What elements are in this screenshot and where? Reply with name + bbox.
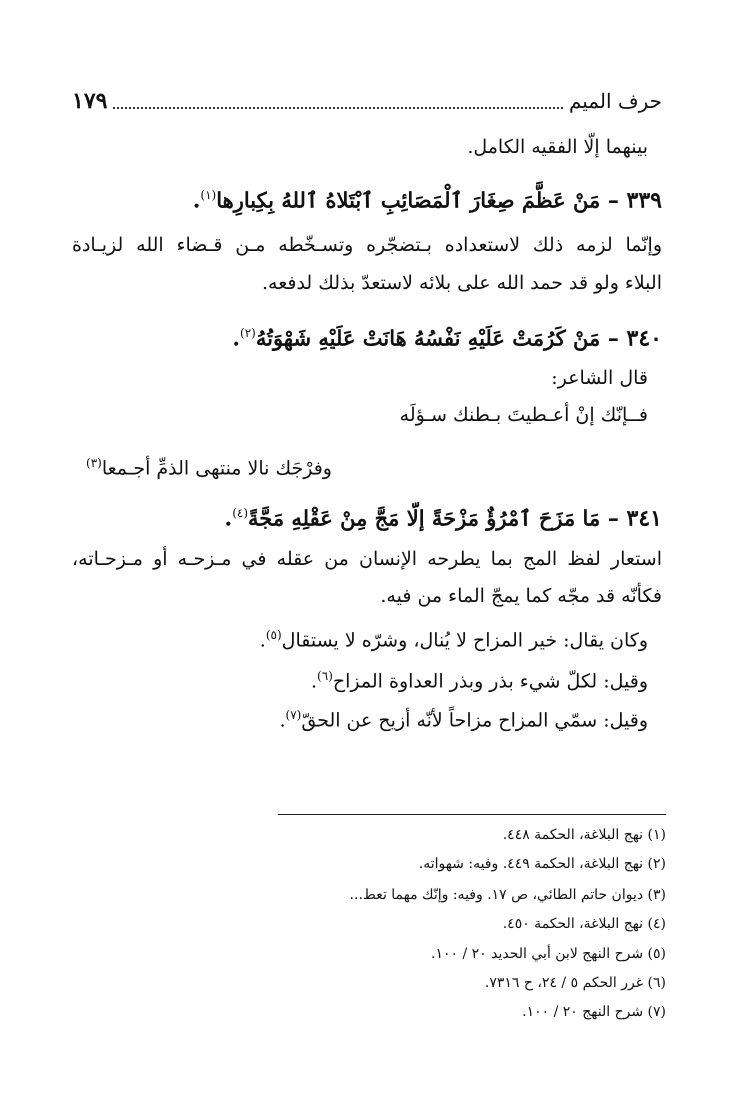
footnote-ref: (٥) [265,628,282,642]
body-line-continuation [467,132,648,162]
footnote-ref: (١) [200,188,217,202]
entry-340-heading: ٣٤٠ – مَنْ كَرُمَتْ عَلَيْهِ نَفْسُهُ هَانَتْ عَلَيْهِ شَهْوَتُهُ$^{(٢)}$. [232,325,662,352]
entry-339-heading: ٣٣٩ – مَنْ عَظَّمَ صِغَارَ ٱلْمَصَائِبِ ٱبْتَلاهُ ٱللهُ بِكِبارِها$^{(١)}$. [192,187,662,214]
footnote-7: (٧) شرح النهج ٢٠ / ١٠٠. [522,1004,666,1020]
commentary-line [262,268,662,298]
header-dot-leader [113,93,563,109]
footnote-5: (٥) شرح النهج لابن أبي الحديد ٢٠ / ١٠٠. [431,946,666,962]
footnote-ref: (٧) [285,708,302,722]
running-header [72,84,662,118]
quote-line: وقيل: لكلّ شيء بذر وبذر العداوة المزاح$^{(٦)}$. [311,669,648,693]
quote-line: وقيل: سمّي المزاح مزاحاً لأنّه أزيح عن الحقّ$^{(٧)}$. [279,708,648,732]
entry-number: ٣٤٠ – [607,325,662,352]
footnote-4: (٤) نهج البلاغة، الحكمة ٤٥٠. [502,916,666,932]
saying-text: مَنْ كَرُمَتْ عَلَيْهِ نَفْسُهُ هَانَتْ عَلَيْهِ شَهْوَتُهُ [255,325,601,351]
saying-text: مَا مَزَحَ ٱمْرُؤٌ مَزْحَةً إلّا مَجَّ مِنْ عَقْلِهِ مَجَّةً [248,505,601,531]
commentary-line [72,544,662,574]
poet-intro [551,363,648,393]
verse-text: وفرْجَك نالا منتهى الذمِّ أجـمعا [101,457,332,480]
footnote-separator [278,814,666,815]
commentary-line [380,581,662,611]
body-text: وإنّما لزمه ذلك لاستعداده بـتضجّره وتسـخّطه مـن قـضاء الله لزيـادة [72,234,662,256]
body-text: بينهما إلّا الفقيه الكامل. [467,136,648,158]
verse-text: فــإنّك إنْ أعـطيتَ بـطنك سـؤلَه [399,404,648,426]
chapter-title: حرف الميم [568,89,662,113]
body-text: وقيل: لكلّ شيء بذر وبذر العداوة المزاح [332,670,648,693]
body-text: قال الشاعر: [551,367,648,389]
entry-number: ٣٤١ – [607,505,662,532]
saying-text: مَنْ عَظَّمَ صِغَارَ ٱلْمَصَائِبِ ٱبْتَلاهُ ٱللهُ بِكِبارِها [216,187,601,213]
page-number: ١٧٩ [72,88,108,114]
verse-hemistich-first [400,400,648,430]
footnote-ref: (٤) [232,506,249,520]
footnote-ref: (٦) [317,669,333,683]
body-text: فكأنّه قد مجّه كما يمجّ الماء من فيه. [380,585,662,607]
body-text: وقيل: سمّي المزاح مزاحاً لأنّه أزيح عن الحقّ [301,709,648,732]
footnote-ref: (٣) [86,456,102,470]
verse-hemistich-second [86,448,332,483]
quote-line: وكان يقال: خير المزاح لا يُنال، وشرّه لا يستقال$^{(٥)}$. [259,628,648,652]
entry-341-heading: ٣٤١ – مَا مَزَحَ ٱمْرُؤٌ مَزْحَةً إلّا مَجَّ مِنْ عَقْلِهِ مَجَّةً$^{(٤)}$. [224,505,662,532]
footnote-2: (٢) نهج البلاغة، الحكمة ٤٤٩. وفيه: شهواته. [418,856,666,872]
body-text: وكان يقال: خير المزاح لا يُنال، وشرّه لا يستقال [281,629,648,652]
footnote-ref: (٢) [240,326,256,340]
commentary-line [72,230,662,260]
body-text: البلاء ولو قد حمد الله على بلائه لاستعدّ بذلك لدفعه. [261,272,662,294]
entry-number: ٣٣٩ – [607,187,662,214]
body-text: استعار لفظ المج بما يطرحه الإنسان من عقله في مـزحـه أو مـزحـاته، [72,548,662,570]
footnote-1: (١) نهج البلاغة، الحكمة ٤٤٨. [502,827,666,843]
footnote-6: (٦) غرر الحكم ٥ / ٢٤، ح ٧٣١٦. [484,975,666,991]
footnote-3: (٣) ديوان حاتم الطائي، ص ١٧. وفيه: وإنّك مهما تعط... [349,887,666,903]
